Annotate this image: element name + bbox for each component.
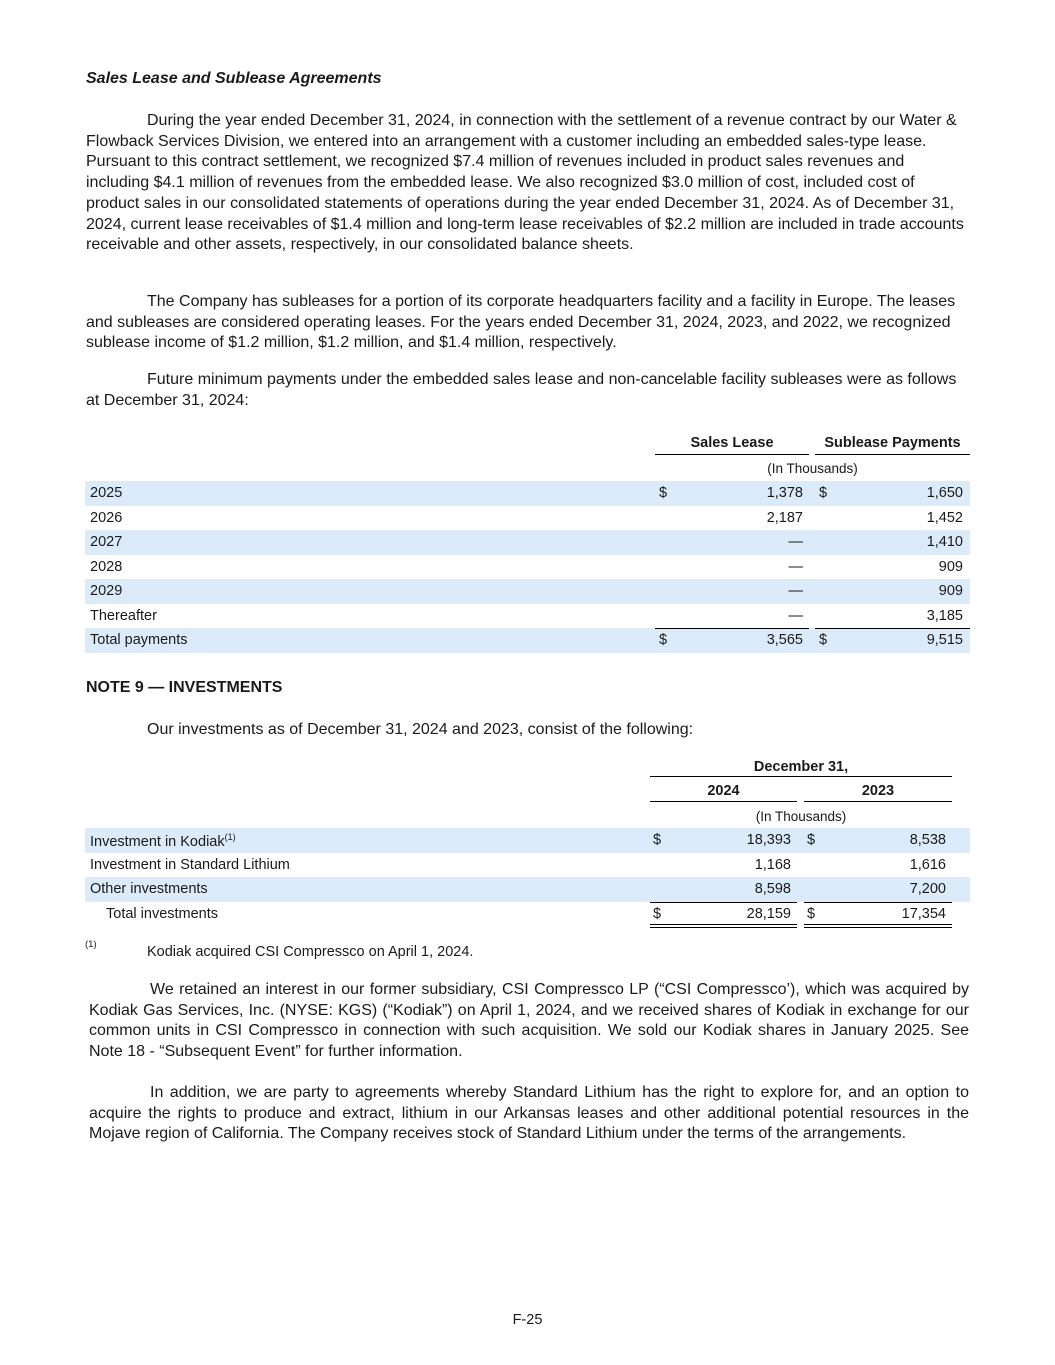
column-header-2024: 2024 bbox=[707, 783, 740, 799]
paragraph-standard-lithium bbox=[89, 1083, 969, 1145]
group-header-label: December 31, bbox=[753, 759, 849, 775]
year-header bbox=[85, 778, 970, 803]
table-row bbox=[85, 530, 970, 555]
total-value-2023: 17,354 bbox=[901, 905, 946, 922]
total-rule bbox=[804, 902, 952, 903]
footnote-mark: (1) bbox=[85, 939, 97, 950]
lease-payments-table bbox=[85, 432, 970, 653]
row-label: Thereafter bbox=[90, 607, 157, 624]
table-row bbox=[85, 579, 970, 604]
paragraph-text: In addition, we are party to agreements whereby Standard Lithium has the right to explore for, and an option to acquire the rights to produce and extract, lithium in our Arkansas leases and other additional potential resources in the Mojave region of California. The Company receives stock of Standard Lithium under the terms of the arrangements. bbox=[89, 1084, 969, 1143]
currency-symbol: $ bbox=[807, 832, 816, 848]
paragraph-text: Our investments as of December 31, 2024 and 2023, consist of the following: bbox=[147, 721, 694, 738]
row-label-text: Investment in Kodiak bbox=[90, 834, 225, 850]
value-2023: 8,538 bbox=[909, 832, 946, 848]
value-2023: 1,616 bbox=[909, 856, 946, 873]
paragraph-text: We retained an interest in our former subsidiary, CSI Compressco LP (“CSI Compressco’), which was acquired by Kodiak Gas Services, Inc. (NYSE: KGS) (“Kodiak”) on April 1, 2024, and we received shares of Kodiak in exchange for our common units in CSI Compressco in connection with such acquisition. We sold our Kodiak shares in January 2025. See Note 18 - “Subsequent Event” for further information. bbox=[89, 981, 969, 1061]
currency-symbol: $ bbox=[819, 485, 828, 501]
sublease-value: 3,185 bbox=[926, 607, 963, 624]
total-label: Total payments bbox=[90, 632, 188, 648]
row-label: 2025 bbox=[90, 485, 123, 501]
currency-symbol: $ bbox=[659, 632, 668, 648]
column-header-2023: 2023 bbox=[861, 783, 895, 799]
total-sublease-value: 9,515 bbox=[926, 632, 963, 648]
paragraph-sales-lease bbox=[86, 111, 970, 256]
currency-symbol: $ bbox=[653, 832, 662, 848]
header-underline bbox=[804, 801, 952, 802]
table-row bbox=[85, 877, 970, 902]
sublease-value: 1,452 bbox=[926, 509, 963, 526]
paragraph-future-payments bbox=[86, 370, 970, 411]
sublease-value: 909 bbox=[938, 583, 963, 599]
header-underline bbox=[815, 454, 970, 455]
sublease-value: 1,650 bbox=[926, 485, 963, 501]
table-total-row bbox=[85, 628, 970, 653]
page-number: F-25 bbox=[512, 1312, 543, 1328]
column-header-sublease-payments: Sublease Payments bbox=[824, 435, 961, 451]
sublease-value: 1,410 bbox=[926, 534, 963, 550]
units-row bbox=[85, 803, 970, 828]
footnote-text: Kodiak acquired CSI Compressco on April 1, 2024. bbox=[147, 944, 474, 960]
header-underline bbox=[650, 776, 952, 777]
section-heading: Sales Lease and Sublease Agreements bbox=[86, 70, 382, 87]
value-2024: 8,598 bbox=[754, 881, 791, 897]
row-label bbox=[90, 832, 236, 850]
row-label: 2027 bbox=[90, 534, 123, 550]
investments-table bbox=[85, 755, 970, 926]
value-2023: 7,200 bbox=[909, 881, 946, 897]
sublease-value: 909 bbox=[938, 558, 963, 575]
table-row bbox=[85, 555, 970, 580]
double-underline bbox=[650, 924, 797, 928]
paragraph-csi-compressco bbox=[89, 980, 969, 1063]
table-row bbox=[85, 481, 970, 506]
table-row bbox=[85, 853, 970, 878]
paragraph-text: Future minimum payments under the embedded sales lease and non-cancelable facility subleases were as follows at December 31, 2024: bbox=[86, 371, 957, 409]
table-total-row bbox=[85, 902, 970, 927]
value-2024: 1,168 bbox=[754, 856, 791, 873]
sales-lease-value: 1,378 bbox=[766, 485, 803, 501]
column-header-sales-lease: Sales Lease bbox=[690, 435, 774, 451]
table-row bbox=[85, 604, 970, 629]
row-label: 2028 bbox=[90, 558, 123, 575]
currency-symbol: $ bbox=[807, 905, 816, 922]
currency-symbol: $ bbox=[653, 905, 662, 922]
units-label: (In Thousands) bbox=[755, 809, 847, 824]
double-underline bbox=[804, 924, 952, 928]
sales-lease-value: 2,187 bbox=[766, 509, 803, 526]
table-row bbox=[85, 828, 970, 853]
table-row bbox=[85, 506, 970, 531]
paragraph-investments-intro bbox=[86, 720, 970, 741]
total-rule bbox=[650, 902, 797, 903]
units-row bbox=[85, 456, 970, 481]
currency-symbol: $ bbox=[659, 485, 668, 501]
sales-lease-value: — bbox=[788, 534, 803, 550]
group-header bbox=[85, 755, 970, 778]
header-underline bbox=[655, 454, 809, 455]
paragraph-subleases bbox=[86, 292, 970, 354]
table-header bbox=[85, 432, 970, 456]
row-label: Other investments bbox=[90, 881, 208, 897]
paragraph-text: The Company has subleases for a portion of its corporate headquarters facility and a facility in Europe. The leases and subleases are considered operating leases. For the years ended December 31, 2024, 2023, and 2022, we recognized sublease income of $1.2 million, $1.2 million, and $1.4 million, respectively. bbox=[86, 293, 956, 352]
value-2024: 18,393 bbox=[746, 832, 791, 848]
currency-symbol: $ bbox=[819, 632, 828, 648]
sales-lease-value: — bbox=[788, 607, 803, 624]
row-label: 2029 bbox=[90, 583, 123, 599]
total-rule bbox=[815, 628, 970, 629]
footnote-ref: (1) bbox=[224, 832, 236, 842]
row-label: Investment in Standard Lithium bbox=[90, 856, 290, 873]
note-heading: NOTE 9 — INVESTMENTS bbox=[86, 679, 283, 696]
total-label: Total investments bbox=[106, 905, 219, 922]
sales-lease-value: — bbox=[788, 558, 803, 575]
total-rule bbox=[655, 628, 809, 629]
sales-lease-value: — bbox=[788, 583, 803, 599]
units-label: (In Thousands) bbox=[767, 461, 858, 476]
row-label: 2026 bbox=[90, 509, 123, 526]
paragraph-text: During the year ended December 31, 2024, in connection with the settlement of a revenue contract by our Water & Flowback Services Division, we entered into an arrangement with a customer including an embedded sales-type lease. Pursuant to this contract settlement, we recognized $7.4 million of revenues included in product sales revenues and including $4.1 million of revenues from the embedded lease. We also recognized $3.0 million of cost, included cost of product sales in our consolidated statements of operations during the year ended December 31, 2024. As of December 31, 2024, current lease receivables of $1.4 million and long-term lease receivables of $2.2 million are included in trade accounts receivable and other assets, respectively, in our consolidated balance sheets. bbox=[86, 112, 964, 254]
total-sales-lease-value: 3,565 bbox=[766, 632, 803, 648]
total-value-2024: 28,159 bbox=[746, 905, 791, 922]
header-underline bbox=[650, 801, 797, 802]
